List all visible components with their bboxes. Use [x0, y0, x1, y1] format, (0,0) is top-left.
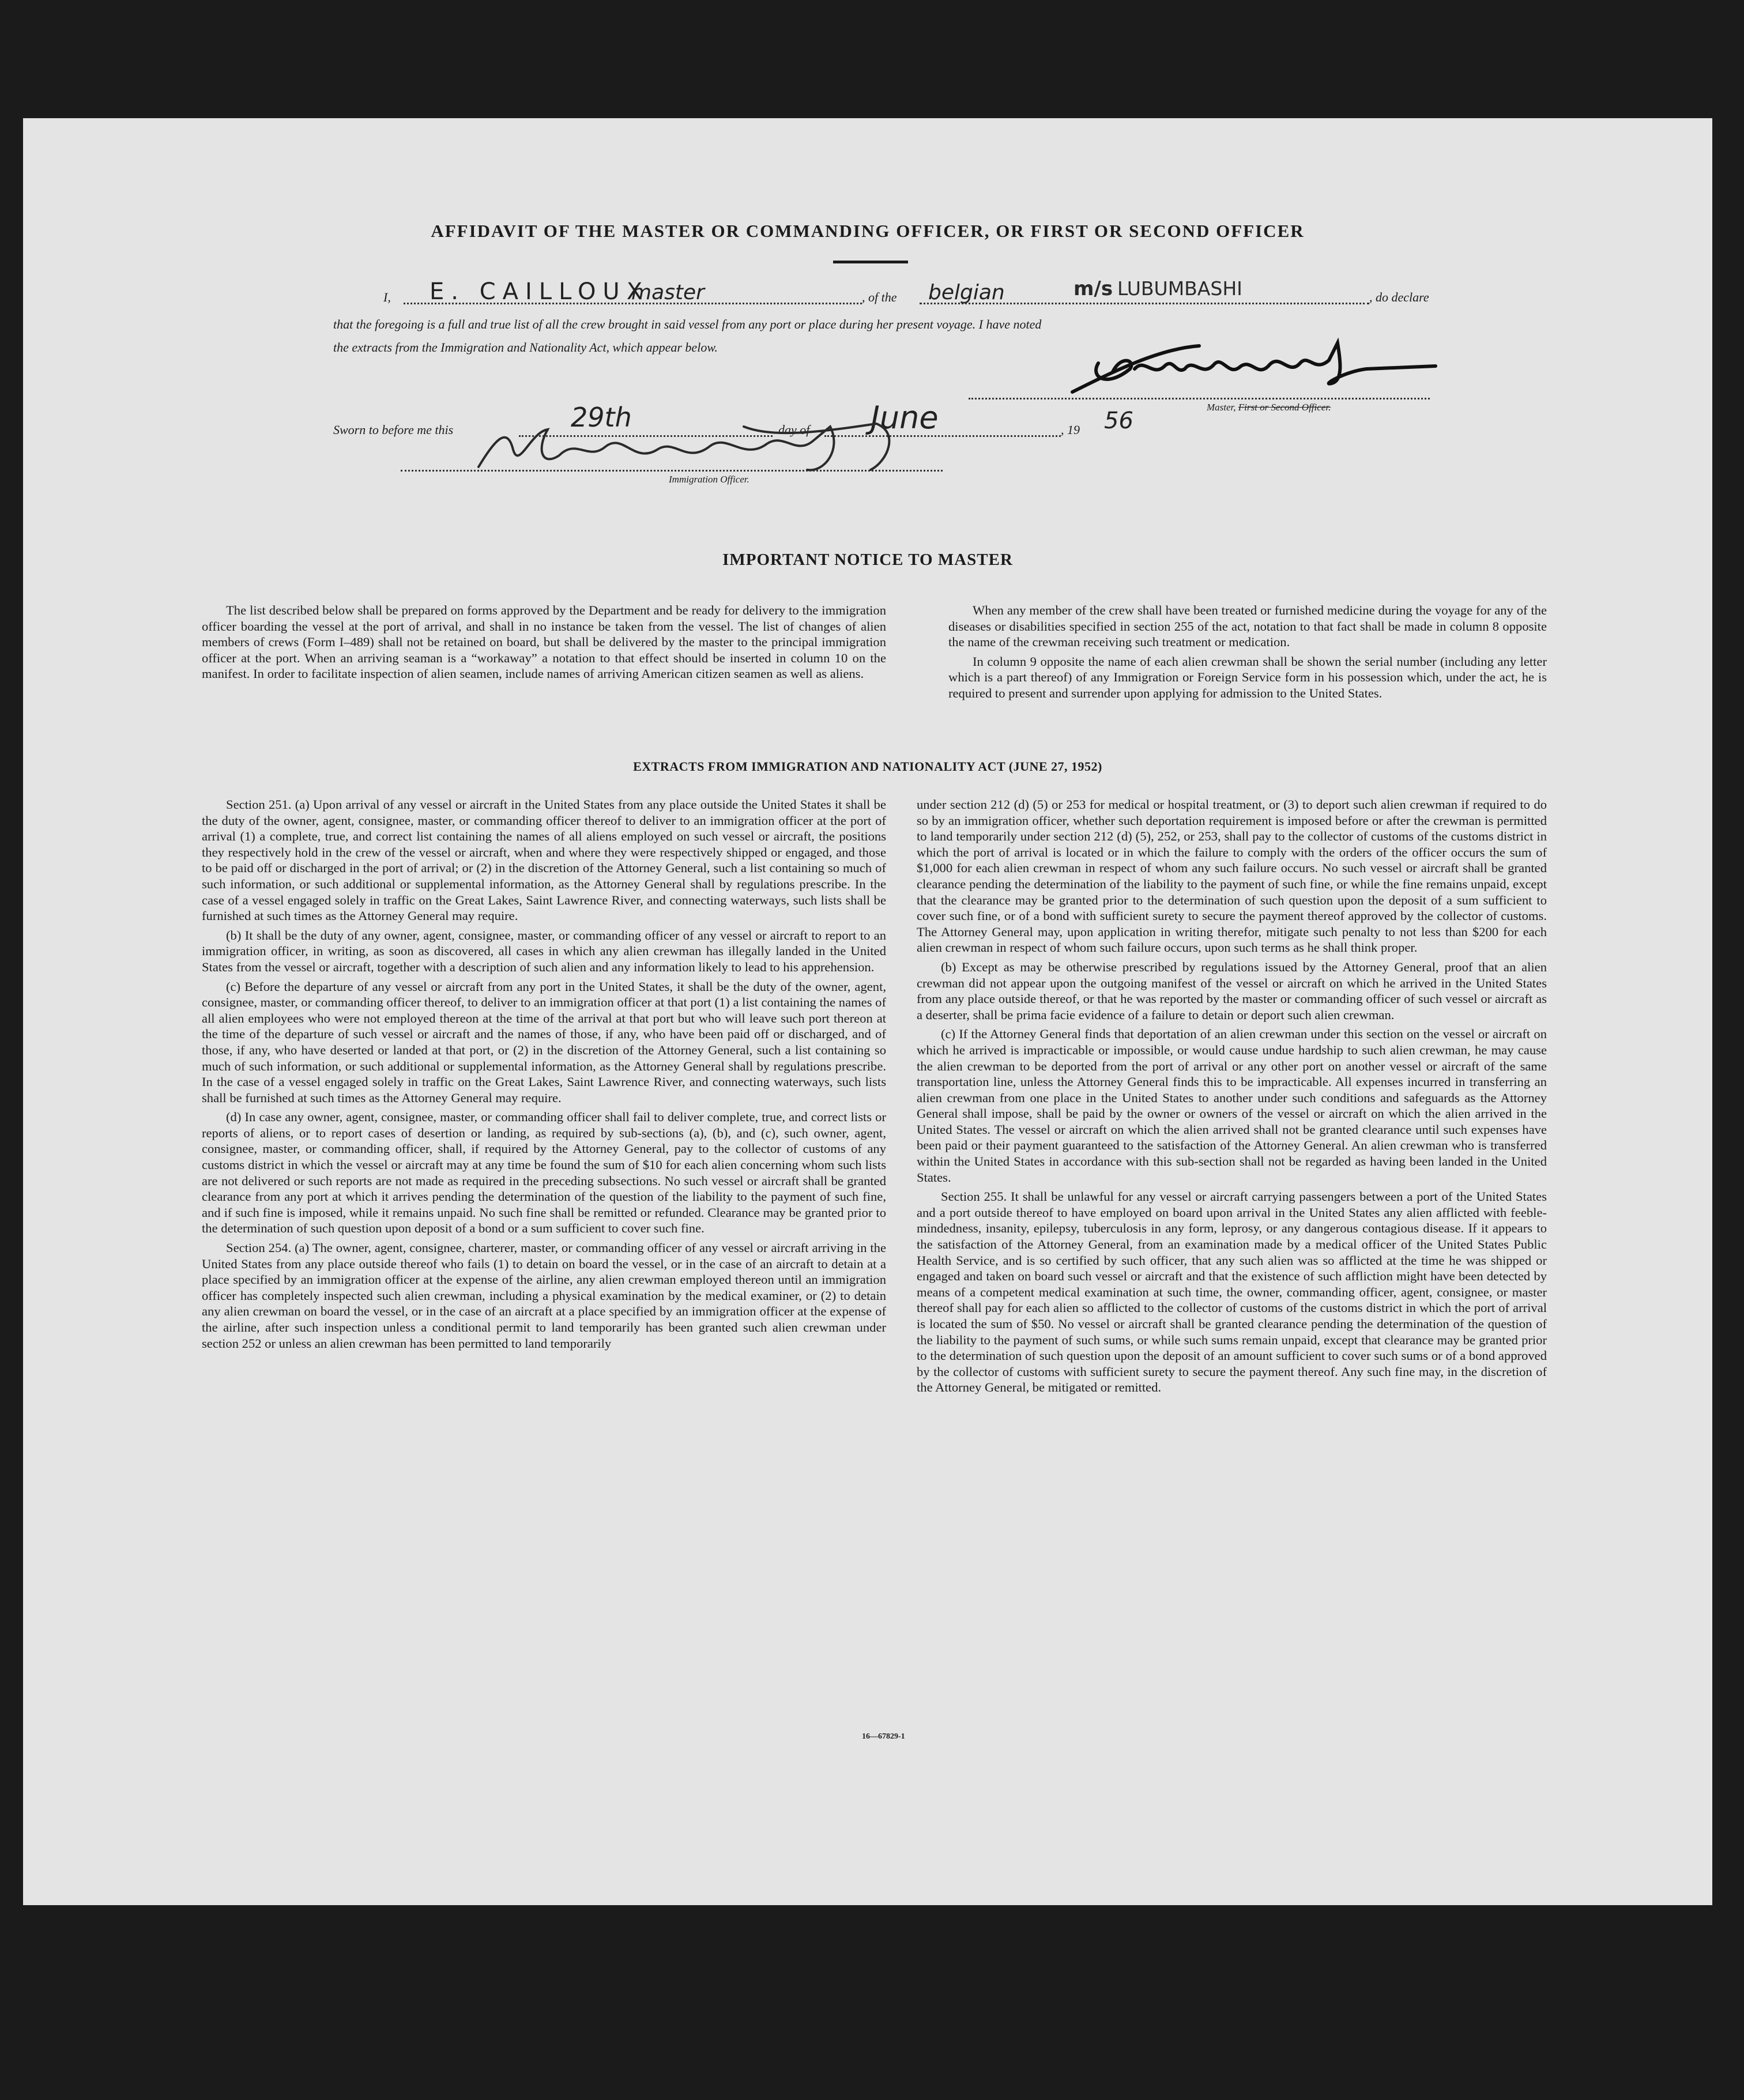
notice-paragraph: The list described below shall be prepared on forms approved by the Department and be ready for delivery to the immigration officer boarding the vessel at the port of arrival, and shall in no instance be taken from the vessel. The list of changes of alien members of crews (Form I–489) shall not be retained on board, but shall be delivered by the master to the principal immigration officer at the port. When an arriving seaman is a “workaway” a notation to that effect should be inserted in column 10 on the manifest. In order to facilitate inspection of alien seamen, include names of arriving American citizen seamen as well as aliens.: [202, 603, 886, 681]
extracts-left-column: [202, 797, 886, 1355]
section-paragraph: (c) Before the departure of any vessel or aircraft from any port in the United States, it shall be the duty of the owner, agent, consignee, master, or commanding officer thereof, to deliver to an immigration officer at that port (1) a list containing the names of all alien employees who were not employed thereon at the time of the arrival at that port but who will leave such port thereon at the time of the departure of such vessel or aircraft and the names of those, if any, who have been paid off or discharged, and of those, if any, who have deserted or landed at that port, or (2) in the discretion of the Attorney General, such a list containing so much of such information, or such additional or supplemental information, as the Attorney General shall by regulations prescribe. In the case of a vessel engaged solely in traffic on the Great Lakes, Saint Lawrence River, and connecting waterways, such lists shall be furnished at such times as the Attorney General may require.: [202, 979, 886, 1105]
sworn-label: Sworn to before me this: [333, 423, 454, 437]
sworn-day: 29th: [571, 402, 632, 433]
section-paragraph: Section 255. It shall be unlawful for any vessel or aircraft carrying passengers between a port of the United States and a port outside thereof to have employed on board upon arrival in the United States any alien afflicted with feeble-mindedness, insanity, epilepsy, tuberculosis in any form, leprosy, or any dangerous contagious disease. If it appears to the satisfaction of the Attorney General, from an examination made by a medical officer of the United States Public Health Service, and is so certified by such officer, that any such alien was so afflicted at the time he was shipped or engaged and taken on board such vessel or aircraft and that the existence of such affliction might have been detected by means of a competent medical examination at such time, the owner, commanding officer, agent, consignee, or master thereof shall pay for each alien so afflicted to the collector of customs of the customs district in which the port of arrival is located the sum of $50. No vessel or aircraft shall be granted clearance pending the determination of the question of the liability to the payment of such sums, or while such sums remain unpaid, except that clearance may be granted prior to the determination of such question upon the deposit of an amount sufficient to cover such sums or of a bond approved by the collector of customs with sufficient surety to secure the payment thereof. Any such fine may, in the discretion of the Attorney General, be mitigated or remitted.: [917, 1189, 1547, 1395]
pronoun-label: I,: [383, 290, 391, 304]
extracts-heading: EXTRACTS FROM IMMIGRATION AND NATIONALITY ACT (JUNE 27, 1952): [633, 759, 1102, 774]
section-paragraph: (d) In case any owner, agent, consignee, master, or commanding officer shall fail to deliver complete, true, and correct lists or reports of aliens, or to report cases of desertion or landing, as required by sub-sections (a), (b), and (c), such owner, agent, consignee, master, or commanding officer, shall, if required by the Attorney General, pay to the collector of customs of any customs district in which the vessel or aircraft may at any time be found the sum of $10 for each alien concerning whom such lists are not delivered or such reports are not made as required in the preceding subsections. No such vessel or aircraft shall be granted clearance from any port at which it arrives pending the determination of the question of the liability to the payment of such fine, and if such fine is imposed, while it remains unpaid. No such fine shall be remitted or refunded. Clearance may be granted prior to the determination of such question upon deposit of a bond or a sum sufficient to cover such fine.: [202, 1110, 886, 1236]
section-paragraph: Section 254. (a) The owner, agent, consignee, charterer, master, or commanding officer of any vessel or aircraft arriving in the United States from any place outside thereof who fails (1) to detain on board the vessel, or in the case of an aircraft to detain at a place specified by an immigration officer at the expense of the airline, any alien crewman employed thereon until an immigration officer has completely inspected such alien crewman, including a physical examination by the medical examiner, or (2) to detain any alien crewman on board the vessel, or in the case of an aircraft at a place specified by an immigration officer at the expense of the airline, after such inspection unless a conditional permit to land temporarily has been granted such alien crewman under section 252 or unless an alien crewman has been permitted to land temporarily: [202, 1241, 886, 1351]
declaration-line-1: that the foregoing is a full and true list of all the crew brought in said vessel from any port or place during her present voyage. I have noted: [333, 317, 1042, 331]
name-underline: [404, 303, 862, 304]
section-paragraph: (c) If the Attorney General finds that deportation of an alien crewman under this section on the vessel or aircraft on which he arrived is impracticable or impossible, or would cause undue hardship to such alien crewman, he may cause the alien crewman to be deported from the port of arrival or any other port on another vessel or aircraft of the same transportation line, unless the Attorney General finds this to be impracticable. All expenses incurred in transferring an alien crewman from one place in the United States to another under such conditions and safeguards as the Attorney General shall impose, shall be paid by the owner or owners of the vessel or aircraft on which the alien arrived in the United States. The vessel or aircraft on which the alien arrived shall not be granted clearance until such expenses have been paid or their payment guaranteed to the satisfaction of the Attorney General. An alien crewman who is transferred within the United States in accordance with this sub-section shall not be regarded as having been landed in the United States.: [917, 1027, 1547, 1185]
title-rule: [833, 261, 908, 263]
vessel-name: LUBUMBASHI: [1117, 277, 1242, 300]
extracts-right-column: [917, 797, 1547, 1399]
do-declare-label: , do declare: [1369, 290, 1429, 304]
section-paragraph: (b) Except as may be otherwise prescribed by regulations issued by the Attorney General, proof that an alien crewman did not appear upon the outgoing manifest of the vessel or aircraft on which he arrived in the United States from any place outside thereof, or that he was reported by the master or commanding officer of such vessel or aircraft as a deserter, shall be prima facie evidence of a failure to detain or deport such alien crewman.: [917, 959, 1547, 1022]
notice-paragraph: When any member of the crew shall have been treated or furnished medicine during the voyage for any of the diseases or disabilities specified in section 255 of the act, notation to that fact shall be made in column 8 opposite the name of the crewman receiving such treatment or medication.: [948, 603, 1547, 650]
master-rank: master: [631, 281, 705, 304]
vessel-prefix: m/s: [1073, 277, 1113, 300]
section-paragraph: Section 251. (a) Upon arrival of any vessel or aircraft in the United States from any place outside the United States it shall be the duty of the owner, agent, consignee, master, or commanding officer thereof to deliver to an immigration officer at the port of arrival (1) a complete, true, and correct list containing the names of all aliens employed on such vessel or aircraft, the positions they respectively hold in the crew of the vessel or aircraft, when and where they were respectively shipped or engaged, and those to be paid off or discharged in the port of arrival; or (2) in the discretion of the Attorney General, such a list containing so much of such information, or such additional or supplemental information, as the Attorney General shall by regulations prescribe. In the case of a vessel engaged solely in traffic on the Great Lakes, Saint Lawrence River, and connecting waterways, such lists shall be furnished at such times as the Attorney General may require.: [202, 797, 886, 923]
notice-left-column: [202, 602, 886, 685]
notice-paragraph: In column 9 opposite the name of each alien crewman shall be shown the serial number (including any letter which is a part thereof) of any Immigration or Foreign Service form in his possession which, under the act, he is required to present and surrender upon applying for admission to the United States.: [948, 654, 1547, 700]
form-number: 16—67829-1: [862, 1732, 905, 1741]
officer-caption: Immigration Officer.: [669, 474, 749, 485]
master-name: E. CAILLOUX: [430, 278, 650, 305]
sworn-month: June: [871, 399, 939, 436]
affidavit-title: AFFIDAVIT OF THE MASTER OR COMMANDING OFFICER, OR FIRST OR SECOND OFFICER: [431, 221, 1305, 241]
master-signature: [1067, 337, 1447, 401]
section-paragraph: (b) It shall be the duty of any owner, agent, consignee, master, or commanding officer of any vessel or aircraft to report to an immigration officer, in writing, as soon as discovered, all cases in which any alien crewman has illegally landed in the United States from the vessel or aircraft, together with a description of such alien and any information likely to lead to his apprehension.: [202, 928, 886, 974]
nationality: belgian: [928, 281, 1005, 304]
notice-heading: IMPORTANT NOTICE TO MASTER: [722, 551, 1013, 569]
notice-right-column: [948, 602, 1547, 705]
immigration-officer-signature: [473, 415, 946, 478]
of-the-label: , of the: [862, 290, 897, 304]
signature-line: [969, 398, 1430, 399]
vessel-underline: [920, 303, 1369, 304]
section-paragraph: under section 212 (d) (5) or 253 for medical or hospital treatment, or (3) to deport such alien crewman if required to do so by an immigration officer, whether such deportation requirement is imposed before or after the crewman is permitted to land temporarily under section 212 (d) (5), 252, or 253, shall pay to the collector of customs of the customs district in which the port of arrival is located or in which the failure to comply with the orders of the officer occurs the sum of $1,000 for each alien crewman in respect of whom any such failure occurs. No such vessel or aircraft shall be granted clearance pending the determination of the liability to the payment of such fine, or while the fine remains unpaid, except that the clearance may be granted prior to the determination of such question upon the deposit of a sum sufficient to cover such fine, or of a bond with sufficient surety to secure the payment thereof approved by the collector of customs. The Attorney General may, upon application in writing therefor, mitigate such penalty to not less than $200 for each alien crewman in respect of whom such failure occurs, upon such terms as he shall think proper.: [917, 797, 1547, 955]
signer-caption: [1207, 402, 1331, 413]
declaration-line-2: the extracts from the Immigration and Nationality Act, which appear below.: [333, 340, 718, 355]
document-page: [23, 118, 1712, 1905]
day-of-label: day of: [778, 423, 810, 437]
year-suffix: 56: [1104, 408, 1133, 434]
year-prefix: , 19: [1061, 423, 1080, 437]
caption-struck: First or Second Officer.: [1238, 402, 1331, 413]
officer-signature-line: [401, 470, 943, 472]
caption-master: Master,: [1207, 402, 1236, 413]
